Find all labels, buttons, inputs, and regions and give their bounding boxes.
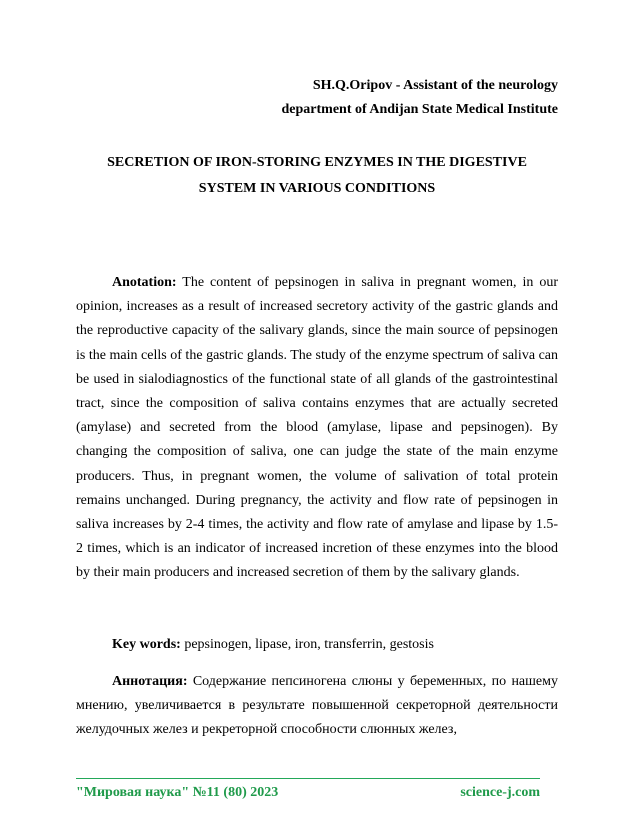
article-title (76, 150, 558, 202)
abstract-russian (76, 670, 558, 743)
abstract-ru-label: Аннотация: (112, 674, 188, 689)
keywords-text: pepsinogen, lipase, iron, transferrin, gestosis (180, 637, 434, 652)
footer-website-link[interactable]: science-j.com (460, 785, 540, 800)
abstract-label: Anotation: (112, 275, 177, 290)
author-line-1: SH.Q.Oripov - Assistant of the neurology (312, 78, 558, 93)
abstract-ru-text: Содержание пепсиногена слюны у беременных, по нашему мнению, увеличивается в результате повышенной секреторной деятельности желудочных желез и рекреторной способности слюнных желез, (76, 674, 558, 738)
title-line-1: SECRETION OF IRON-STORING ENZYMES IN THE DIGESTIVE (107, 155, 527, 170)
abstract-english (76, 271, 558, 586)
author-line-2: department of Andijan State Medical Institute (281, 102, 558, 117)
footer-journal: "Мировая наука" №11 (80) 2023 (76, 785, 279, 800)
footer-divider (76, 778, 540, 779)
keywords-label: Key words: (112, 637, 181, 652)
keywords (76, 633, 558, 657)
abstract-text: The content of pepsinogen in saliva in pregnant women, in our opinion, increases as a result of increased secretory activity of the gastric glands and the reproductive capacity of the salivary glands, since the main source of pepsinogen is the main cells of the gastric glands. The study of the enzyme spectrum of saliva can be used in sialodiagnostics of the functional state of all glands of the gastrointestinal tract, since the composition of saliva contains enzymes that are actually secreted (amylase) and secreted from the blood (amylase, lipase and pepsinogen). By changing the composition of saliva, one can judge the state of the main enzyme producers. Thus, in pregnant women, the volume of salivation of total protein remains unchanged. During pregnancy, the activity and flow rate of pepsinogen in saliva increases by 2-4 times, the activity and flow rate of amylase and lipase by 1.5-2 times, which is an indicator of increased incretion of these enzymes into the blood by their main producers and increased secretion of them by the salivary glands. (76, 275, 558, 581)
title-line-2: SYSTEM IN VARIOUS CONDITIONS (198, 181, 436, 196)
